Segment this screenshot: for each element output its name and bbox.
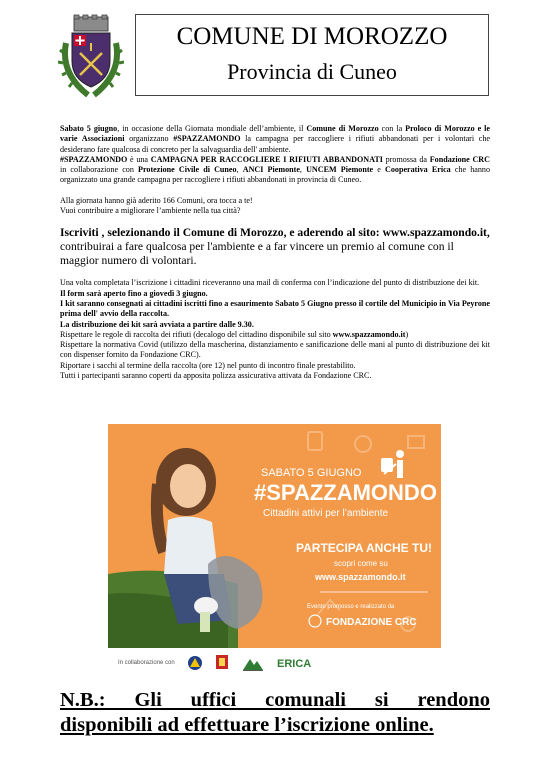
banner-url: www.spazzamondo.it [315, 572, 406, 582]
banner-event-line: Evento promosso e realizzato da [307, 604, 395, 610]
banner-discover: scopri come su [334, 559, 388, 568]
uncem-piemonte-logo [241, 654, 265, 672]
province-subtitle: Provincia di Cuneo [227, 59, 397, 84]
kit-delivery: I kit saranno consegnati ai cittadini iscritti fino a esaurimento Sabato 5 Giugno presso il cortile del Municipio in Via Peyrone prima dell' avvio della raccolta. [60, 298, 490, 319]
rules-waste: Rispettare le regole di raccolta dei rifiuti (decalogo del cittadino disponibile sul sito www.spazzamondo.it) [60, 329, 409, 339]
signup-callout: Iscriviti , selezionando il Comune di Morozzo, e aderendo al sito: www.spazzamondo.it, contribuirai a fare qualcosa per l'ambiente e a far vincere un premio al comune con il maggior numero di volontari. [60, 226, 490, 268]
participants-text: Alla giornata hanno già aderito 166 Comuni, ora tocca a te! [60, 195, 253, 205]
anci-piemonte-logo [215, 654, 229, 672]
banner-foundation: FONDAZIONE CRC [326, 617, 417, 628]
rules-covid: Rispettare la normativa Covid (utilizzo della mascherina, distanziamento e sanificazione delle mani al punto di distribuzione dei kit con dispenser fornito da Fondazione CRC). [60, 340, 490, 360]
erica-logo-text: ERICA [276, 658, 311, 670]
insurance-text: Tutti i partecipanti saranno coperti da apposita polizza assicurativa attivata da Fondazione CRC. [60, 371, 372, 381]
kit-distribution-time: La distribuzione dei kit sarà avviata a partire dalle 9.30. [60, 319, 254, 329]
protezione-civile-logo [187, 654, 203, 672]
campaign-paragraph: #SPAZZAMONDO è una CAMPAGNA PER RACCOGLIERE I RIFIUTI ABBANDONATI promossa da Fondazione CRC in collaborazione con Protezione Civile di Cuneo, ANCI Piemonte, UNCEM Piemonte e Cooperativa Erica che hanno organizzato una grande campagna per raccogliere i rifiuti abbandonati in provincia di Cuneo. [60, 154, 491, 185]
spazzamondo-banner [108, 424, 441, 648]
municipality-title: COMUNE DI MOROZZO [176, 23, 448, 50]
banner-cta: PARTECIPA ANCHE TU! [296, 541, 432, 555]
rules-return: Riportare i sacchi al termine della raccolta (ore 12) nel punto di incontro finale prestabilito. [60, 360, 356, 370]
intro-paragraph: Sabato 5 giugno, in occasione della Giornata mondiale dell’ambiente, il Comune di Morozzo con la Proloco di Morozzo e le varie Associazioni organizzano #SPAZZAMONDO la campagna per raccogliere i rifiuti abbandonati per i volontari che desiderano fare qualcosa di concreto per la salvaguardia dell' ambiente. [60, 124, 490, 154]
online-signup-note [60, 688, 490, 738]
confirmation-text: Una volta completata l’iscrizione i cittadini riceveranno una mail di conferma con l’indicazione del punto di distribuzione dei kit. [60, 278, 480, 288]
question-text: Vuoi contribuire a migliorare l’ambiente nella tua città? [60, 206, 241, 216]
form-deadline: Il form sarà aperto fino a giovedì 3 giugno. [60, 288, 208, 298]
note-line-1: N.B.: Gli uffici comunali si rendono [60, 689, 490, 711]
partners-label: In collaborazione con [118, 660, 175, 666]
partners-row [118, 651, 438, 675]
banner-tagline: Cittadini attivi per l’ambiente [263, 508, 389, 519]
announcement-body [60, 124, 490, 381]
erica-logo [277, 654, 313, 672]
note-line-2: disponibili ad effettuare l’iscrizione online. [60, 714, 434, 736]
banner-date: SABATO 5 GIUGNO [261, 467, 362, 479]
banner-hashtag: #SPAZZAMONDO [254, 480, 437, 505]
morozzo-crest-logo [58, 13, 124, 99]
header-box [135, 14, 489, 96]
